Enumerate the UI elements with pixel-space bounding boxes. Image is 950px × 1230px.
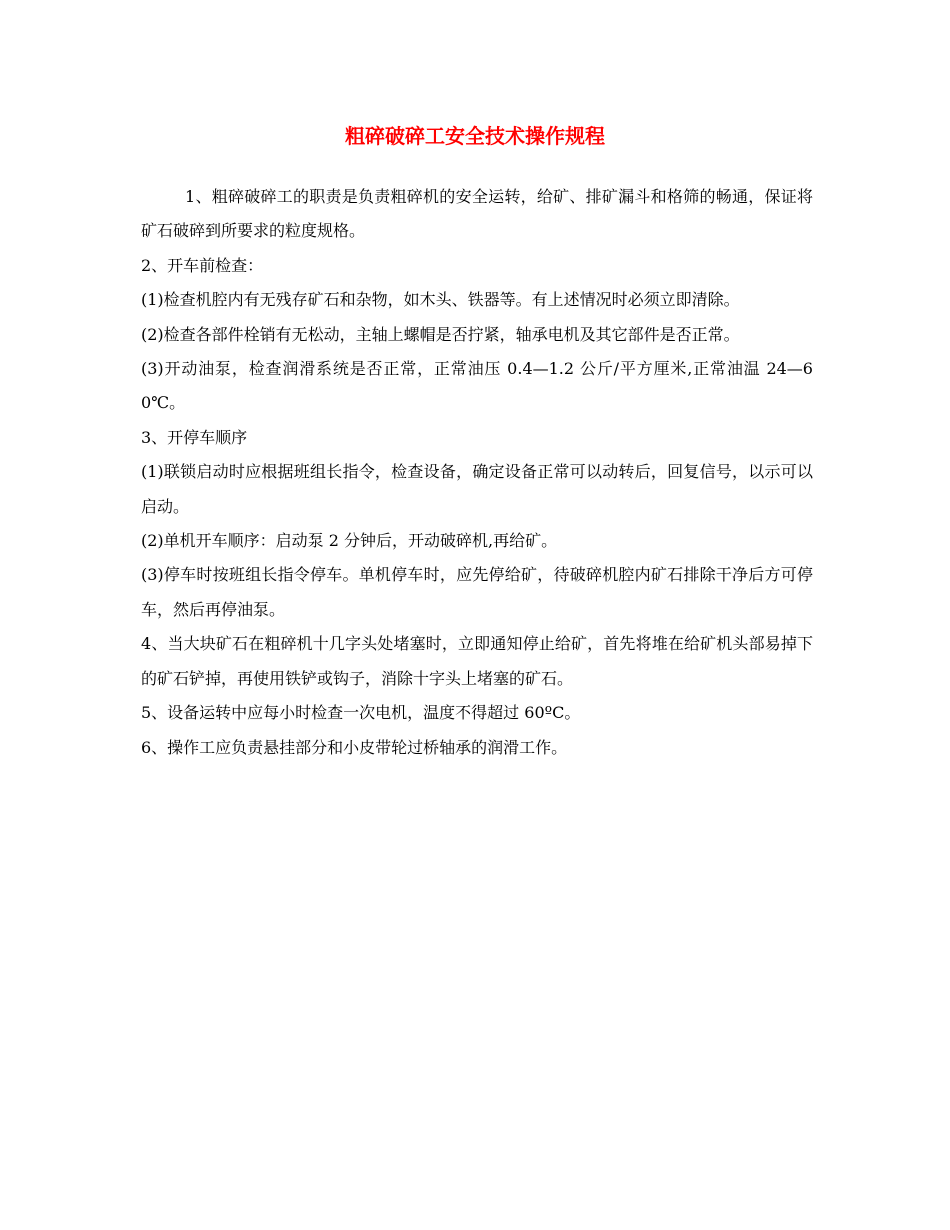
- document-body: [141, 180, 813, 765]
- document-title: 粗碎破碎工安全技术操作规程: [345, 124, 605, 148]
- list-item-stop: (3)停车时按班组长指令停车。单机停车时，应先停给矿，待破碎机腔内矿石排除干净后方可停车，然后再停油泵。: [141, 565, 813, 619]
- list-item-interlock-start: (1)联锁启动时应根据班组长指令，检查设备，确定设备正常可以动转后，回复信号，以示可以启动。: [141, 462, 813, 516]
- section-heading-pre-start-check: 2、开车前检查：: [141, 255, 264, 275]
- paragraph-duties: 1、粗碎破碎工的职责是负责粗碎机的安全运转，给矿、排矿漏斗和格筛的畅通，保证将矿石破碎到所要求的粒度规格。: [141, 187, 813, 241]
- section-heading-start-stop-order: 3、开停车顺序: [141, 427, 248, 447]
- list-item-check-lubrication: (3)开动油泵，检查润滑系统是否正常，正常油压 0.4—1.2 公斤/平方厘米,正常油温 24—60℃。: [141, 359, 813, 413]
- paragraph-hourly-check: 5、设备运转中应每小时检查一次电机，温度不得超过 60ºC。: [141, 703, 581, 723]
- list-item-single-start: (2)单机开车顺序：启动泵 2 分钟后，开动破碎机,再给矿。: [141, 531, 558, 551]
- paragraph-blockage: 4、当大块矿石在粗碎机十几字头处堵塞时，立即通知停止给矿，首先将堆在给矿机头部易掉下的矿石铲掉，再使用铁铲或钩子，消除十字头上堵塞的矿石。: [141, 634, 813, 688]
- list-item-check-bolts: (2)检查各部件栓销有无松动，主轴上螺帽是否拧紧，轴承电机及其它部件是否正常。: [141, 324, 740, 344]
- paragraph-lubrication-duty: 6、操作工应负责悬挂部分和小皮带轮过桥轴承的润滑工作。: [141, 737, 568, 757]
- list-item-check-cavity: (1)检查机腔内有无残存矿石和杂物，如木头、铁器等。有上述情况时必须立即清除。: [141, 290, 740, 310]
